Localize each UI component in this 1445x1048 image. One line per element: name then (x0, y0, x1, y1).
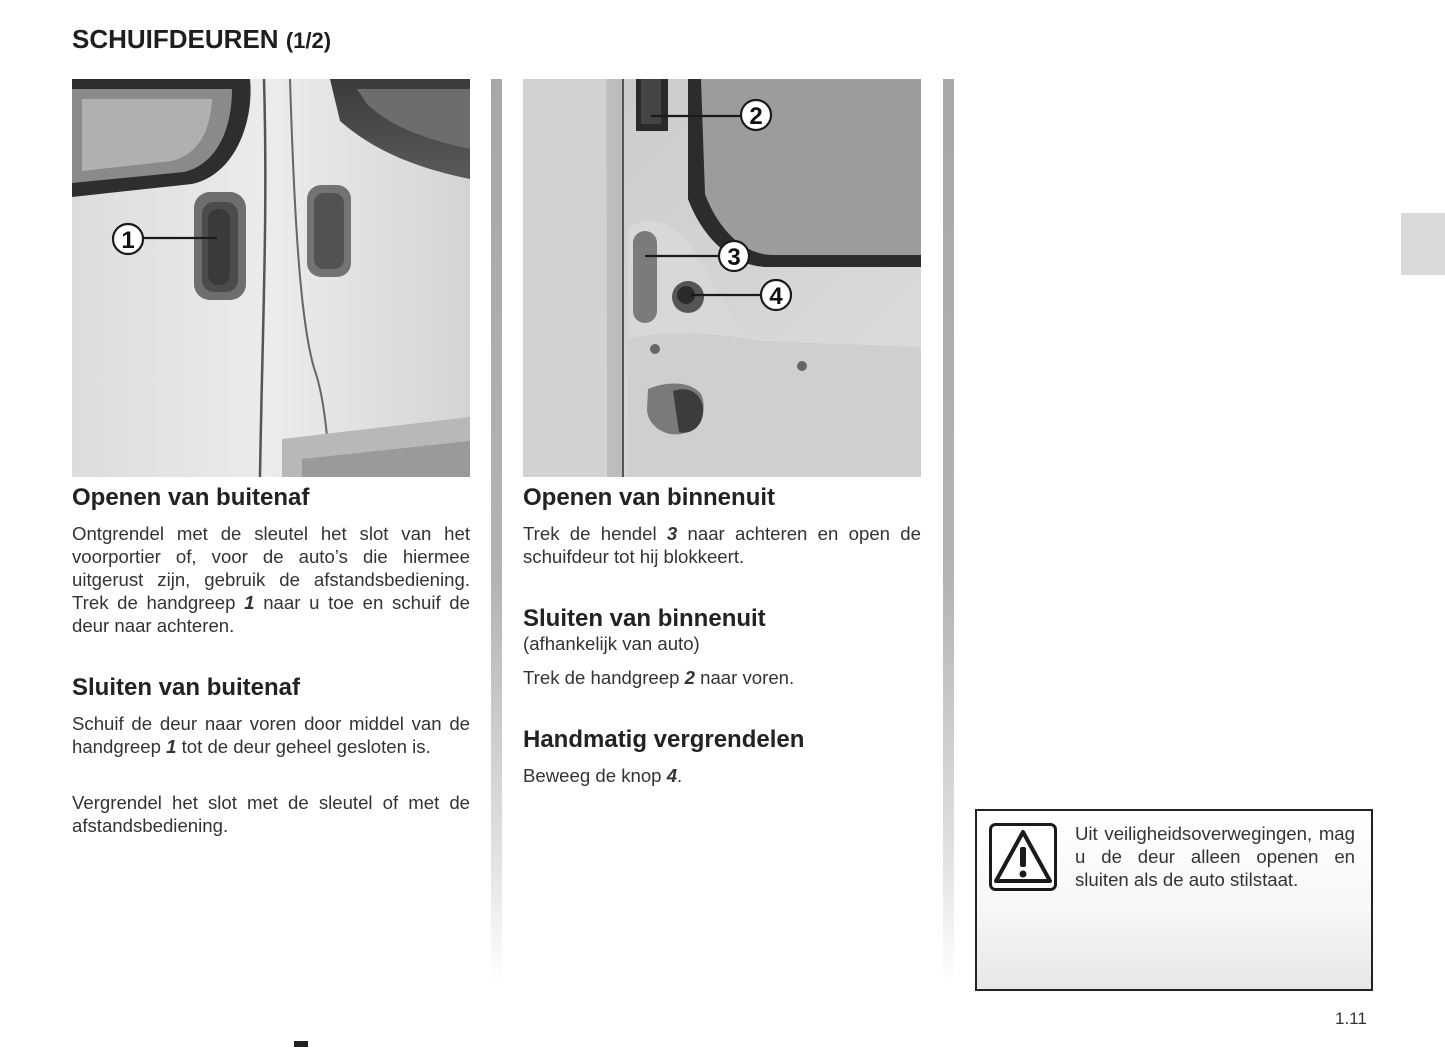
callout-2-label: 2 (749, 103, 763, 130)
note-depends-on-vehicle: (afhankelijk van auto) (523, 633, 700, 654)
heading-manual-lock: Handmatig vergrendelen (523, 726, 805, 753)
paragraph-closing-outside (72, 712, 470, 758)
column-divider-right (943, 79, 954, 984)
page-title-main: SCHUIFDEUREN (72, 24, 279, 54)
paragraph-manual-lock (523, 764, 921, 787)
page-title-suffix: (1/2) (285, 28, 332, 53)
callout-3-label: 3 (727, 244, 741, 271)
text-run: Vergrendel het slot met de sleutel of met de afstandsbediening. (72, 792, 470, 836)
exterior-photo-callouts (72, 79, 470, 477)
page-title (72, 24, 331, 55)
warning-triangle-icon (989, 823, 1057, 891)
ref-knob-4: 4 (666, 765, 678, 786)
text-run: . (677, 765, 683, 786)
paragraph-opening-inside (523, 522, 921, 568)
text-run: tot de deur geheel gesloten is. (176, 736, 431, 757)
heading-closing-outside: Sluiten van buitenaf (72, 674, 301, 701)
text-run: Beweeg de knop (523, 765, 667, 786)
page-number: 1.11 (1335, 1009, 1367, 1028)
footer-mark (294, 1041, 308, 1047)
ref-lever-3: 3 (666, 523, 678, 544)
text-run: naar achteren en open de schuifdeur tot hij blokkeert. (523, 523, 921, 567)
text-run: Ontgrendel met de sleutel het slot van het voorportier of, voor de auto’s die hiermee uitgerust zijn, gebruik de afstandsbediening. Trek de handgreep (72, 523, 470, 613)
heading-opening-outside: Openen van buitenaf (72, 484, 310, 511)
warning-text: Uit veiligheidsoverwegingen, mag u de deur alleen openen en sluiten als de auto stilstaat. (1075, 823, 1355, 890)
callout-1-label: 1 (121, 227, 135, 254)
paragraph-lock-outside (72, 791, 470, 837)
chapter-tab (1401, 213, 1445, 275)
ref-handle-1: 1 (166, 736, 177, 757)
heading-closing-inside: Sluiten van binnenuit (523, 605, 766, 632)
text-run: naar voren. (694, 667, 795, 688)
column-divider-left (491, 79, 502, 984)
paragraph-opening-outside (72, 522, 470, 637)
ref-handle-1: 1 (244, 592, 255, 613)
paragraph-closing-inside (523, 666, 921, 689)
text-run: Trek de hendel (523, 523, 667, 544)
text-run: Trek de handgreep (523, 667, 685, 688)
heading-opening-inside: Openen van binnenuit (523, 484, 776, 511)
text-run: Schuif de deur naar voren door middel van de handgreep (72, 713, 470, 757)
interior-photo-callouts (523, 79, 921, 477)
ref-handle-2: 2 (684, 667, 695, 688)
callout-4-label: 4 (769, 283, 783, 310)
text-run: naar u toe en schuif de deur naar achteren. (72, 592, 470, 636)
